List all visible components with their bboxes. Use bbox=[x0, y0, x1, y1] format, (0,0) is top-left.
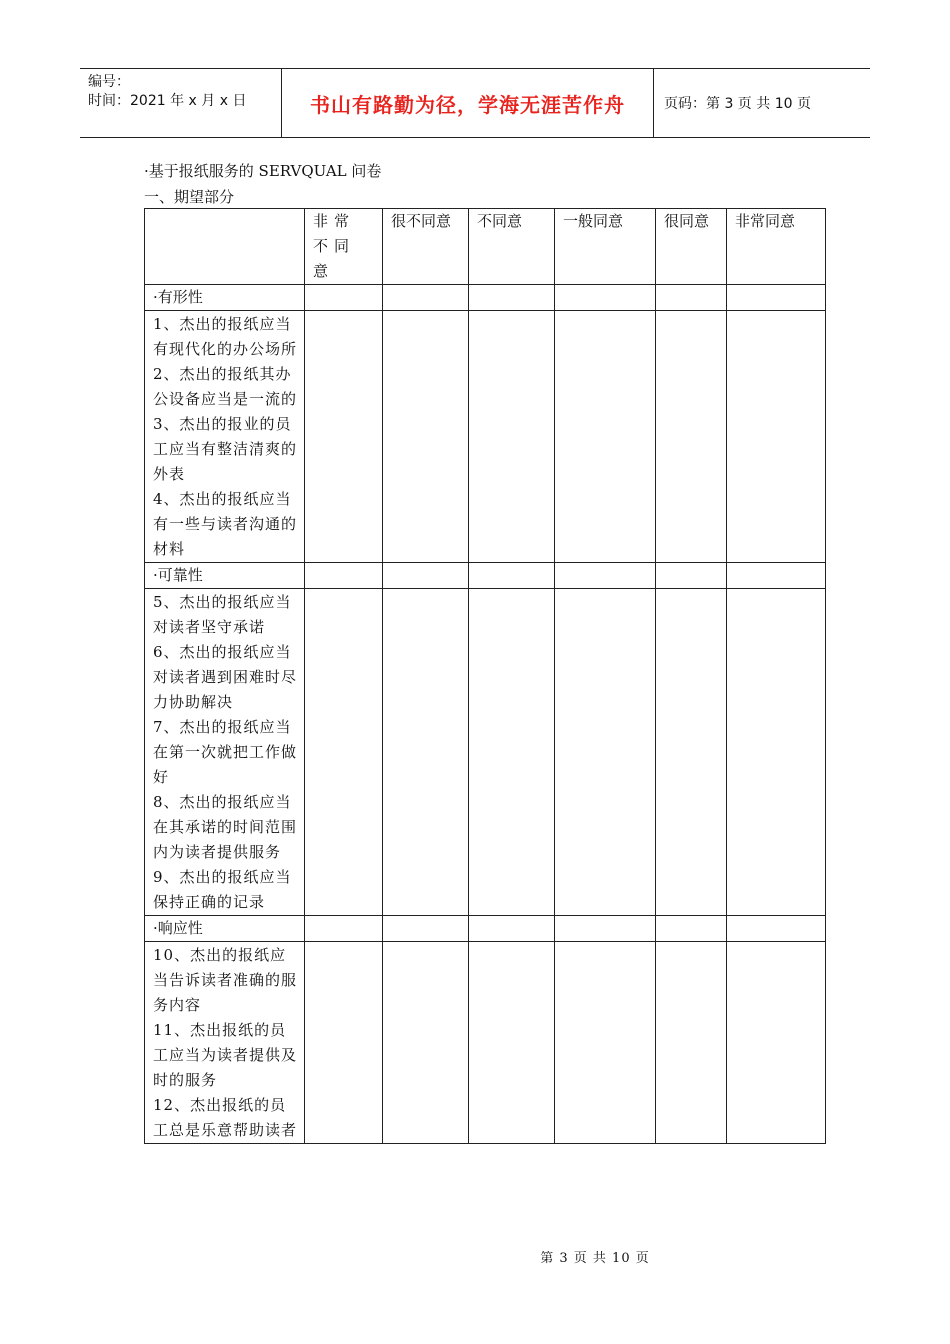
header-corner-cell bbox=[145, 209, 305, 285]
column-header: 一般同意 bbox=[555, 209, 656, 285]
category-row bbox=[145, 916, 826, 942]
page-footer: 第 3 页 共 10 页 bbox=[540, 1251, 650, 1266]
rating-cell bbox=[727, 285, 826, 311]
rating-cell bbox=[656, 285, 727, 311]
category-row bbox=[145, 285, 826, 311]
rating-cell[interactable] bbox=[727, 311, 826, 563]
time-label: 时间：2021 年 x 月 x 日 bbox=[88, 93, 247, 109]
items-row bbox=[145, 589, 826, 916]
motto: 书山有路勤为径，学海无涯苦作舟 bbox=[310, 92, 625, 117]
rating-cell bbox=[305, 285, 383, 311]
rating-cell bbox=[383, 563, 469, 589]
table-header-row bbox=[145, 209, 826, 285]
items-row bbox=[145, 942, 826, 1144]
rating-cell bbox=[469, 916, 555, 942]
items-cell bbox=[145, 589, 305, 916]
survey-item: 5、杰出的报纸应当对读者坚守承诺 bbox=[153, 593, 292, 636]
survey-item: 10、杰出的报纸应当告诉读者准确的服务内容 bbox=[153, 946, 298, 1014]
rating-cell bbox=[469, 285, 555, 311]
rating-cell bbox=[469, 563, 555, 589]
survey-item: 7、杰出的报纸应当在第一次就把工作做好 bbox=[153, 718, 298, 786]
column-header: 很同意 bbox=[656, 209, 727, 285]
page-info: 页码：第 3 页 共 10 页 bbox=[664, 96, 811, 112]
rating-cell[interactable] bbox=[656, 589, 727, 916]
survey-item: 6、杰出的报纸应当对读者遇到困难时尽力协助解决 bbox=[153, 643, 298, 711]
survey-item: 9、杰出的报纸应当保持正确的记录 bbox=[153, 868, 292, 911]
survey-item: 1、杰出的报纸应当有现代化的办公场所 bbox=[153, 315, 298, 358]
rating-cell[interactable] bbox=[383, 589, 469, 916]
rating-cell[interactable] bbox=[727, 589, 826, 916]
category-label: ·响应性 bbox=[145, 916, 305, 942]
rating-cell[interactable] bbox=[727, 942, 826, 1144]
survey-item: 2、杰出的报纸其办公设备应当是一流的 bbox=[153, 365, 298, 408]
survey-intro: ·基于报纸服务的 SERVQUAL 问卷 bbox=[144, 162, 382, 180]
survey-item: 11、杰出报纸的员工应当为读者提供及时的服务 bbox=[153, 1021, 298, 1089]
rating-cell bbox=[727, 916, 826, 942]
rating-cell[interactable] bbox=[305, 311, 383, 563]
rating-cell[interactable] bbox=[555, 589, 656, 916]
page-header bbox=[80, 68, 870, 138]
rating-cell[interactable] bbox=[656, 311, 727, 563]
column-header: 不同意 bbox=[469, 209, 555, 285]
rating-cell bbox=[555, 285, 656, 311]
rating-cell[interactable] bbox=[555, 311, 656, 563]
number-label: 编号： bbox=[88, 74, 130, 90]
rating-cell[interactable] bbox=[555, 942, 656, 1144]
survey-item: 3、杰出的报业的员工应当有整洁清爽的外表 bbox=[153, 415, 298, 483]
items-cell bbox=[145, 311, 305, 563]
rating-cell[interactable] bbox=[383, 311, 469, 563]
section-title: 一、期望部分 bbox=[144, 188, 235, 206]
rating-cell bbox=[555, 563, 656, 589]
items-row bbox=[145, 311, 826, 563]
category-label: ·可靠性 bbox=[145, 563, 305, 589]
items-cell bbox=[145, 942, 305, 1144]
column-header: 非常同意 bbox=[727, 209, 826, 285]
header-motto-cell bbox=[282, 69, 654, 137]
column-header: 很不同意 bbox=[383, 209, 469, 285]
rating-cell bbox=[656, 916, 727, 942]
rating-cell[interactable] bbox=[383, 942, 469, 1144]
rating-cell bbox=[656, 563, 727, 589]
rating-cell[interactable] bbox=[469, 942, 555, 1144]
rating-cell[interactable] bbox=[656, 942, 727, 1144]
rating-cell bbox=[305, 916, 383, 942]
category-row bbox=[145, 563, 826, 589]
rating-cell bbox=[305, 563, 383, 589]
category-label: ·有形性 bbox=[145, 285, 305, 311]
survey-table bbox=[144, 208, 826, 1144]
header-meta bbox=[80, 69, 282, 137]
rating-cell[interactable] bbox=[305, 589, 383, 916]
survey-item: 4、杰出的报纸应当有一些与读者沟通的材料 bbox=[153, 490, 298, 558]
rating-cell bbox=[555, 916, 656, 942]
rating-cell bbox=[383, 916, 469, 942]
rating-cell bbox=[727, 563, 826, 589]
rating-cell[interactable] bbox=[305, 942, 383, 1144]
header-page-info bbox=[654, 69, 870, 137]
column-header: 非常不同意 bbox=[305, 209, 383, 285]
survey-item: 12、杰出报纸的员工总是乐意帮助读者 bbox=[153, 1096, 298, 1139]
rating-cell[interactable] bbox=[469, 311, 555, 563]
rating-cell bbox=[383, 285, 469, 311]
rating-cell[interactable] bbox=[469, 589, 555, 916]
survey-item: 8、杰出的报纸应当在其承诺的时间范围内为读者提供服务 bbox=[153, 793, 298, 861]
